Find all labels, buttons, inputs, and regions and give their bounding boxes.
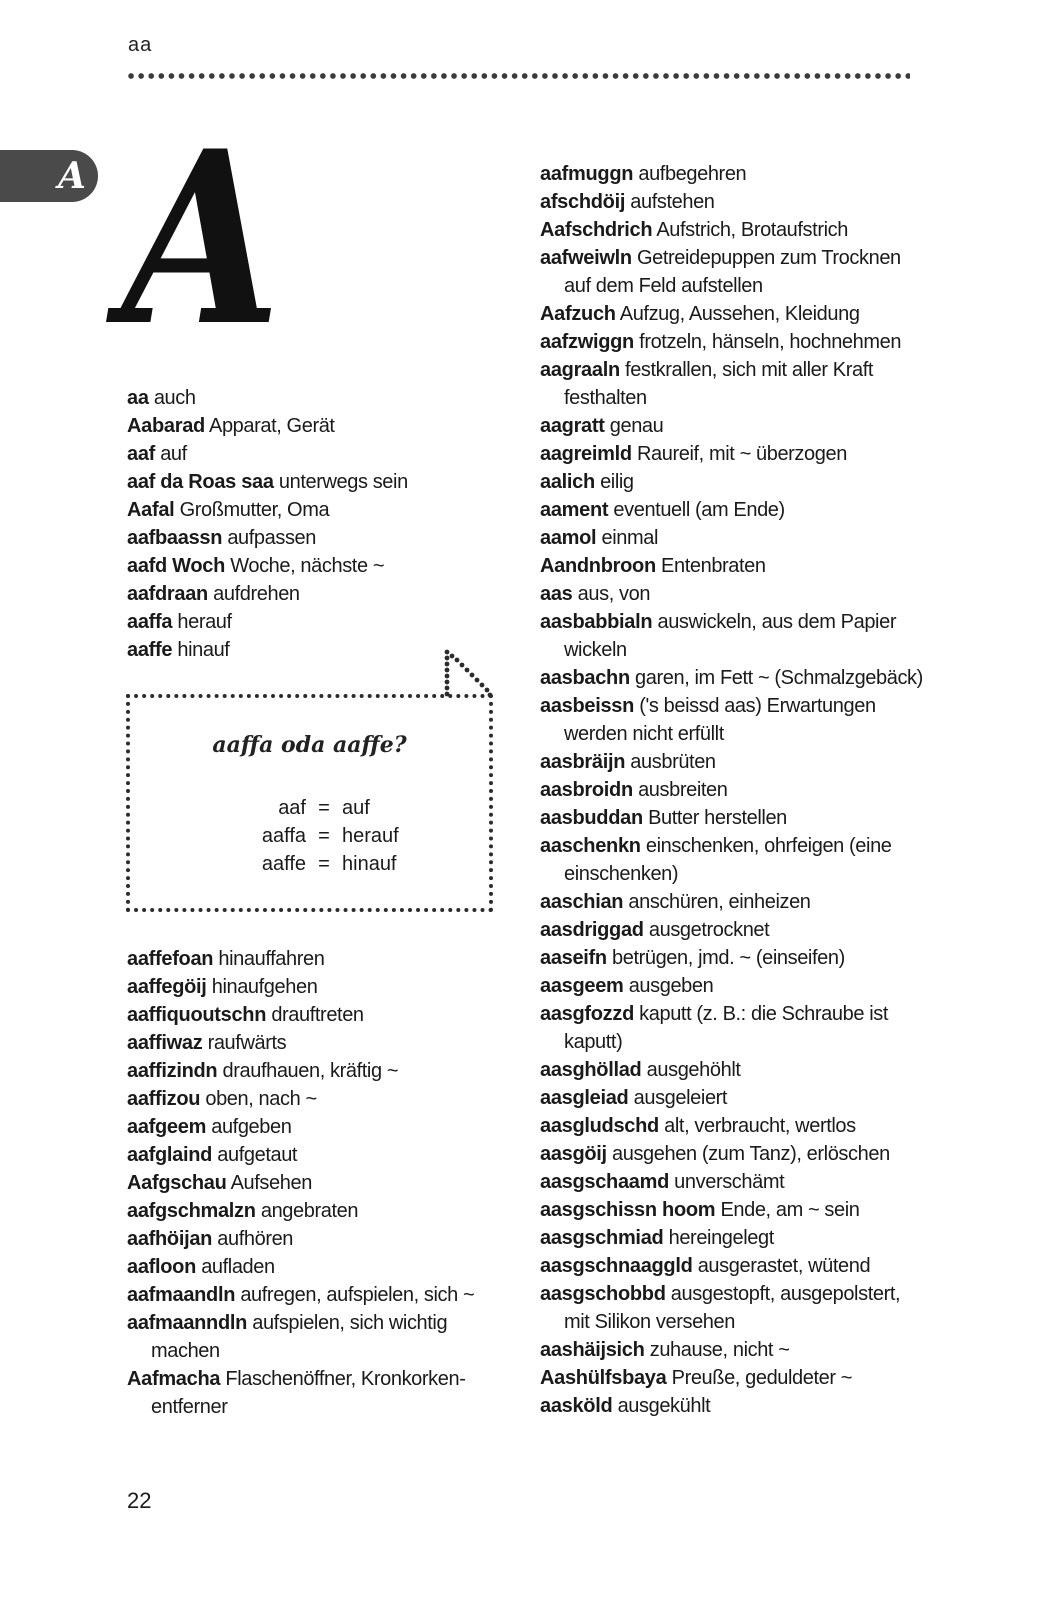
entry-definition: anschüren, einheizen bbox=[628, 891, 811, 913]
entry-definition: aufspielen, sich wichtig machen bbox=[151, 1312, 448, 1362]
dictionary-entry bbox=[127, 1309, 507, 1365]
entry-definition: ausgerastet, wütend bbox=[697, 1255, 871, 1277]
entry-headword: aafgschmalzn bbox=[127, 1200, 256, 1222]
entry-headword: aasgschaamd bbox=[540, 1171, 669, 1193]
info-box-equals: = bbox=[318, 853, 330, 875]
entry-definition: garen, im Fett ~ (Schmalzgebäck) bbox=[635, 667, 923, 689]
info-box-row bbox=[250, 850, 442, 878]
dictionary-entry bbox=[127, 412, 507, 440]
entry-definition: Aufstrich, Brotaufstrich bbox=[656, 219, 848, 241]
entry-definition: aufdrehen bbox=[213, 583, 300, 605]
dictionary-entry bbox=[540, 524, 925, 552]
entry-headword: aafmaandln bbox=[127, 1284, 236, 1306]
entry-headword: Aabarad bbox=[127, 415, 205, 437]
dictionary-entry bbox=[540, 832, 925, 888]
entry-definition: einmal bbox=[601, 527, 659, 549]
entry-definition: auf bbox=[160, 443, 187, 465]
entry-definition: Woche, nächste ~ bbox=[230, 555, 385, 577]
entry-definition: angebraten bbox=[260, 1200, 359, 1222]
dictionary-entry bbox=[540, 1392, 925, 1420]
entry-definition: aus, von bbox=[577, 583, 651, 605]
entry-definition: unverschämt bbox=[674, 1171, 785, 1193]
entry-definition: ausbreiten bbox=[638, 779, 728, 801]
entry-definition: aufregen, aufspielen, sich ~ bbox=[240, 1284, 475, 1306]
dictionary-entry bbox=[127, 1197, 507, 1225]
entry-definition: aufgeben bbox=[211, 1116, 292, 1138]
entry-headword: aaffiwaz bbox=[127, 1032, 203, 1054]
entry-headword: aagraaln bbox=[540, 359, 620, 381]
entry-headword: aasbeissn bbox=[540, 695, 635, 717]
dictionary-entry bbox=[540, 496, 925, 524]
entry-definition: aufhören bbox=[217, 1228, 294, 1250]
entry-headword: aasgfozzd bbox=[540, 1003, 634, 1025]
dictionary-entry bbox=[540, 944, 925, 972]
entry-definition: ausgeben bbox=[628, 975, 714, 997]
entry-headword: aasköld bbox=[540, 1395, 613, 1417]
dictionary-entry bbox=[540, 1112, 925, 1140]
entry-headword: aasbabbialn bbox=[540, 611, 653, 633]
entry-definition: kaputt (z. B.: die Schraube ist kaputt) bbox=[564, 1003, 888, 1053]
entry-definition: Raureif, mit ~ überzogen bbox=[636, 443, 847, 465]
entry-definition: Großmutter, Oma bbox=[179, 499, 330, 521]
entry-headword: Aafschdrich bbox=[540, 219, 653, 241]
entry-headword: aasgöij bbox=[540, 1143, 607, 1165]
dictionary-entry bbox=[540, 1056, 925, 1084]
entry-headword: Aashülfsbaya bbox=[540, 1367, 667, 1389]
entry-headword: aafmuggn bbox=[540, 163, 634, 185]
entry-definition: aufladen bbox=[201, 1256, 275, 1278]
entries-column-left-top bbox=[127, 384, 507, 664]
info-box-term: aaffa bbox=[261, 825, 306, 847]
info-box-meaning: herauf bbox=[342, 825, 399, 847]
dictionary-entry bbox=[540, 1280, 925, 1336]
dictionary-entry bbox=[540, 1140, 925, 1168]
thumb-index-letter: A bbox=[58, 155, 86, 197]
dictionary-entry bbox=[540, 580, 925, 608]
entry-headword: aafhöijan bbox=[127, 1228, 213, 1250]
dictionary-entry bbox=[127, 440, 507, 468]
info-box-table bbox=[250, 794, 442, 878]
entry-headword: aasgludschd bbox=[540, 1115, 659, 1137]
dictionary-entry bbox=[540, 748, 925, 776]
entry-headword: aaffegöij bbox=[127, 976, 207, 998]
dictionary-entry bbox=[127, 1001, 507, 1029]
entry-headword: Aafgschau bbox=[127, 1172, 227, 1194]
dictionary-entry bbox=[127, 384, 507, 412]
entry-headword: Aandnbroon bbox=[540, 555, 656, 577]
section-initial-letter: A bbox=[122, 100, 281, 379]
dictionary-entry bbox=[127, 973, 507, 1001]
dictionary-entry bbox=[540, 972, 925, 1000]
entry-definition: zuhause, nicht ~ bbox=[649, 1339, 790, 1361]
dictionary-entry bbox=[540, 412, 925, 440]
dictionary-entry bbox=[540, 160, 925, 188]
dictionary-entry bbox=[127, 1085, 507, 1113]
entry-definition: betrügen, jmd. ~ (einseifen) bbox=[612, 947, 845, 969]
info-box-term: aaffe bbox=[261, 853, 306, 875]
entry-definition: oben, nach ~ bbox=[205, 1088, 317, 1110]
entry-definition: festkrallen, sich mit aller Kraft festhalten bbox=[564, 359, 874, 409]
info-box-row bbox=[250, 794, 442, 822]
info-box-equals: = bbox=[318, 797, 330, 819]
dictionary-entry bbox=[127, 945, 507, 973]
entry-headword: aasbräijn bbox=[540, 751, 626, 773]
entry-headword: aasgschnaaggld bbox=[540, 1255, 693, 1277]
dictionary-entry bbox=[540, 188, 925, 216]
dictionary-entry bbox=[540, 552, 925, 580]
entry-definition: Entenbraten bbox=[661, 555, 766, 577]
entry-headword: aaf bbox=[127, 443, 156, 465]
entry-headword: aamol bbox=[540, 527, 597, 549]
dictionary-entry bbox=[127, 496, 507, 524]
entry-headword: aafmaanndln bbox=[127, 1312, 248, 1334]
entry-definition: hinaufgehen bbox=[211, 976, 318, 998]
dictionary-entry bbox=[540, 328, 925, 356]
info-box-equals: = bbox=[318, 825, 330, 847]
entry-definition: Aufsehen bbox=[230, 1172, 312, 1194]
entry-headword: aasbuddan bbox=[540, 807, 643, 829]
dictionary-entry bbox=[127, 1057, 507, 1085]
entry-definition: drauftreten bbox=[271, 1004, 364, 1026]
entry-definition: hinauffahren bbox=[218, 948, 325, 970]
entry-definition: unterwegs sein bbox=[278, 471, 408, 493]
entry-definition: Butter herstellen bbox=[648, 807, 787, 829]
info-box-term: aaf bbox=[278, 797, 306, 819]
entry-headword: aaffiquoutschn bbox=[127, 1004, 267, 1026]
dictionary-entry bbox=[127, 608, 507, 636]
entry-definition: draufhauen, kräftig ~ bbox=[222, 1060, 399, 1082]
dictionary-entry bbox=[540, 468, 925, 496]
entry-headword: aasgeem bbox=[540, 975, 624, 997]
entry-headword: aasdriggad bbox=[540, 919, 644, 941]
dictionary-entry bbox=[127, 1029, 507, 1057]
dictionary-entry bbox=[127, 1113, 507, 1141]
infobox-tail-dots bbox=[442, 648, 502, 698]
entry-definition: ausgetrocknet bbox=[648, 919, 770, 941]
entry-headword: aafloon bbox=[127, 1256, 197, 1278]
entry-definition: genau bbox=[609, 415, 664, 437]
entry-definition: ausbrüten bbox=[630, 751, 716, 773]
dictionary-entry bbox=[127, 468, 507, 496]
dictionary-entry bbox=[540, 608, 925, 664]
entry-headword: aas bbox=[540, 583, 573, 605]
entry-definition: hinauf bbox=[177, 639, 230, 661]
entry-headword: aalich bbox=[540, 471, 595, 493]
entry-definition: eilig bbox=[600, 471, 634, 493]
dictionary-entry bbox=[127, 1225, 507, 1253]
entry-headword: aafd Woch bbox=[127, 555, 226, 577]
entry-definition: Preuße, geduldeter ~ bbox=[671, 1367, 853, 1389]
entry-definition: aufstehen bbox=[630, 191, 715, 213]
dictionary-entry bbox=[540, 664, 925, 692]
entry-definition: auch bbox=[153, 387, 196, 409]
entry-headword: aaseifn bbox=[540, 947, 607, 969]
dictionary-entry bbox=[540, 356, 925, 412]
entry-definition: herauf bbox=[177, 611, 232, 633]
entry-headword: aaf da Roas saa bbox=[127, 471, 274, 493]
entry-headword: afschdöij bbox=[540, 191, 626, 213]
dictionary-entry bbox=[127, 580, 507, 608]
entry-headword: Aafal bbox=[127, 499, 175, 521]
entry-definition: raufwärts bbox=[207, 1032, 287, 1054]
entry-headword: aasgschmiad bbox=[540, 1227, 664, 1249]
entry-headword: aafdraan bbox=[127, 583, 208, 605]
dictionary-entry bbox=[127, 524, 507, 552]
entry-headword: aafbaassn bbox=[127, 527, 223, 549]
entry-definition: aufgetaut bbox=[217, 1144, 298, 1166]
entry-headword: aaffa bbox=[127, 611, 173, 633]
entry-headword: aaffizou bbox=[127, 1088, 201, 1110]
entry-headword: aaffizindn bbox=[127, 1060, 218, 1082]
entry-definition: Aufzug, Aussehen, Kleidung bbox=[619, 303, 860, 325]
entry-definition: ausgehöhlt bbox=[646, 1059, 741, 1081]
page-number: 22 bbox=[127, 1488, 152, 1513]
entry-headword: aasbroidn bbox=[540, 779, 633, 801]
entry-headword: aaschenkn bbox=[540, 835, 641, 857]
entry-headword: aafglaind bbox=[127, 1144, 213, 1166]
dictionary-entry bbox=[540, 244, 925, 300]
entry-headword: aament bbox=[540, 499, 609, 521]
entry-definition: hereingelegt bbox=[668, 1227, 774, 1249]
entry-headword: aafgeem bbox=[127, 1116, 207, 1138]
entries-column-left-bottom bbox=[127, 945, 507, 1421]
info-box-meaning: auf bbox=[342, 797, 370, 819]
entry-headword: aashäijsich bbox=[540, 1339, 645, 1361]
entry-definition: ausgekühlt bbox=[617, 1395, 711, 1417]
info-box-meaning: hinauf bbox=[342, 853, 397, 875]
info-box-title: aaffa oda aaffe? bbox=[212, 732, 407, 758]
entry-definition: Flaschenöffner, Kronkorken-entferner bbox=[151, 1368, 466, 1418]
entry-headword: aagreimld bbox=[540, 443, 632, 465]
dictionary-entry bbox=[540, 1196, 925, 1224]
entry-headword: aasghöllad bbox=[540, 1059, 642, 1081]
dictionary-entry bbox=[127, 1281, 507, 1309]
entry-definition: ('s beissd aas) Erwartungen werden nicht erfüllt bbox=[564, 695, 876, 745]
info-box-row bbox=[250, 822, 442, 850]
dictionary-entry bbox=[127, 1253, 507, 1281]
entry-definition: frotzeln, hänseln, hochnehmen bbox=[639, 331, 902, 353]
dictionary-entry bbox=[540, 1168, 925, 1196]
entry-headword: aasgschissn hoom bbox=[540, 1199, 716, 1221]
entry-definition: Apparat, Gerät bbox=[209, 415, 335, 437]
dictionary-entry bbox=[540, 300, 925, 328]
dictionary-entry bbox=[540, 1252, 925, 1280]
entry-headword: aaschian bbox=[540, 891, 624, 913]
dictionary-entry bbox=[540, 1364, 925, 1392]
entries-column-right bbox=[540, 160, 925, 1420]
entry-definition: auswickeln, aus dem Papier wickeln bbox=[564, 611, 897, 661]
entry-headword: Aafmacha bbox=[127, 1368, 221, 1390]
entry-definition: Ende, am ~ sein bbox=[720, 1199, 860, 1221]
entry-headword: aasgleiad bbox=[540, 1087, 629, 1109]
entry-definition: ausgehen (zum Tanz), erlöschen bbox=[612, 1143, 890, 1165]
entry-headword: aa bbox=[127, 387, 149, 409]
thumb-index-tab bbox=[0, 150, 98, 202]
dictionary-entry bbox=[127, 1169, 507, 1197]
entry-headword: aaffefoan bbox=[127, 948, 214, 970]
entry-definition: ausgeleiert bbox=[633, 1087, 728, 1109]
dictionary-entry bbox=[540, 440, 925, 468]
dictionary-entry bbox=[540, 1336, 925, 1364]
entry-headword: aafzwiggn bbox=[540, 331, 634, 353]
entry-headword: aasbachn bbox=[540, 667, 630, 689]
entry-definition: ausgestopft, ausgepolstert, mit Silikon versehen bbox=[564, 1283, 901, 1333]
dictionary-entry bbox=[540, 1000, 925, 1056]
running-head: aa bbox=[128, 34, 153, 56]
dictionary-entry bbox=[540, 776, 925, 804]
info-box bbox=[126, 694, 493, 912]
dictionary-entry bbox=[540, 1224, 925, 1252]
entry-definition: alt, verbraucht, wertlos bbox=[664, 1115, 856, 1137]
dictionary-entry bbox=[540, 804, 925, 832]
dictionary-entry bbox=[540, 1084, 925, 1112]
dotted-rule bbox=[126, 72, 910, 80]
dictionary-entry bbox=[127, 1365, 507, 1421]
dictionary-entry bbox=[540, 692, 925, 748]
entry-definition: eventuell (am Ende) bbox=[613, 499, 785, 521]
entry-headword: aasgschobbd bbox=[540, 1283, 666, 1305]
entry-headword: aafweiwln bbox=[540, 247, 632, 269]
dictionary-entry bbox=[540, 888, 925, 916]
dictionary-entry bbox=[127, 552, 507, 580]
entry-definition: aufpassen bbox=[227, 527, 317, 549]
entry-headword: Aafzuch bbox=[540, 303, 616, 325]
entry-headword: aaffe bbox=[127, 639, 173, 661]
dictionary-entry bbox=[540, 916, 925, 944]
entry-definition: aufbegehren bbox=[638, 163, 747, 185]
entry-headword: aagratt bbox=[540, 415, 605, 437]
dictionary-entry bbox=[540, 216, 925, 244]
dictionary-entry bbox=[127, 1141, 507, 1169]
entry-definition: einschenken, ohrfeigen (eine einschenken) bbox=[564, 835, 892, 885]
entry-definition: Getreidepuppen zum Trocknen auf dem Feld aufstellen bbox=[564, 247, 901, 297]
